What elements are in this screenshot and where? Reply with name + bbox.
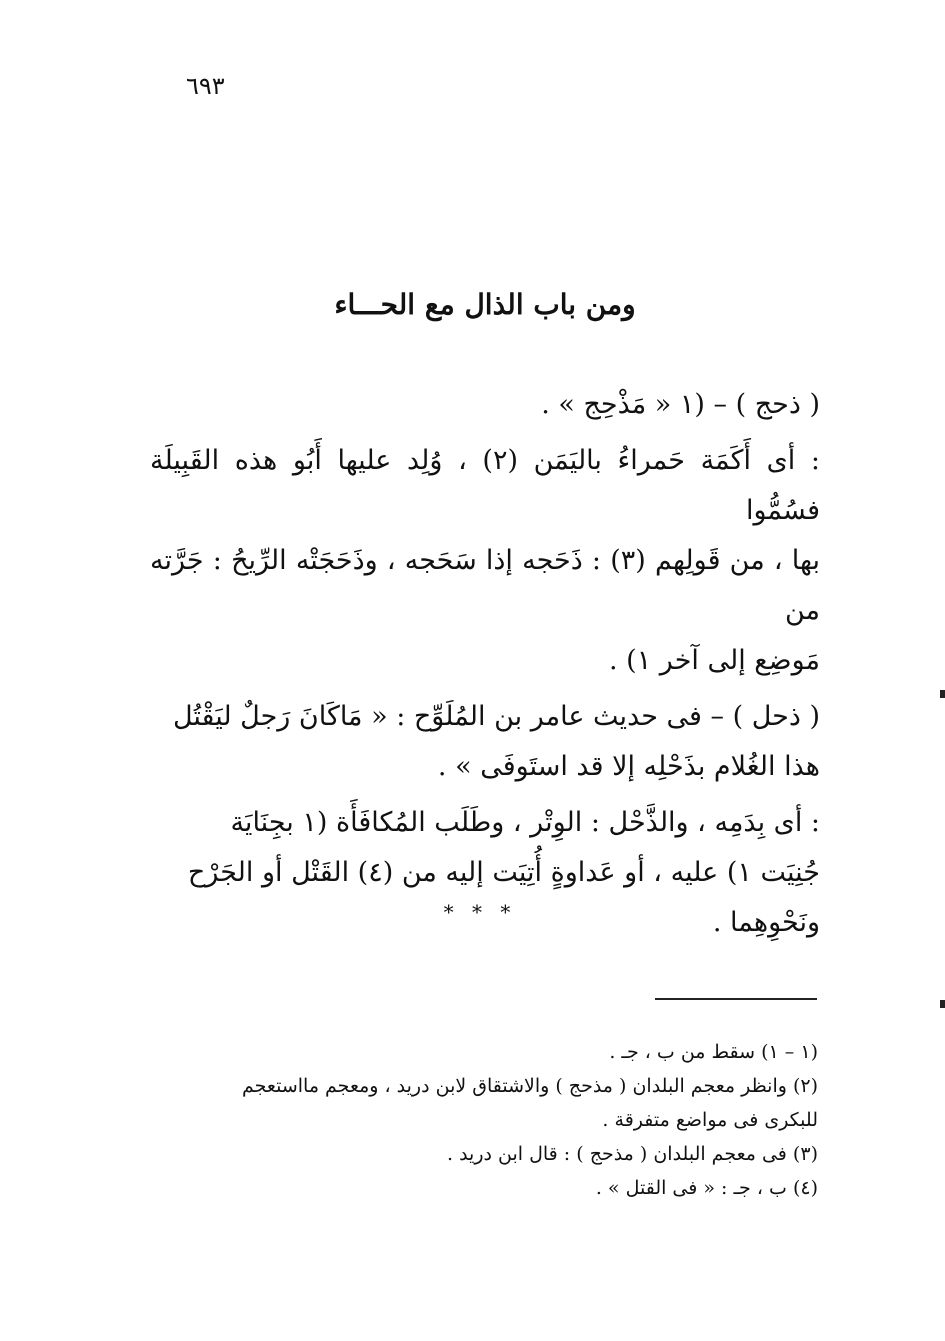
footnote-1: (١ – ١) سقط من ب ، جـ . <box>609 1041 818 1063</box>
text-line: : أى بِدَمِه ، والذَّحْل : الوِتْر ، وطَلَب المُكافَأَة (١ بجِنَايَة <box>230 807 820 838</box>
body-text <box>150 380 820 954</box>
text-line: بها ، من قَولِهم (٣) : ذَحَجه إذا سَحَجه ، وذَحَجَتْه الرِّيحُ : جَرَّته من <box>150 545 820 626</box>
section-title: ومن باب الذال مع الحـــاء <box>334 288 636 321</box>
footnote-2-continued: للبكرى فى مواضع متفرقة . <box>602 1109 818 1131</box>
margin-mark <box>940 690 945 698</box>
entry-dhahaj-heading <box>150 380 820 430</box>
text-line: ( ذحج ) – (١ « مَذْحِج » . <box>541 389 820 420</box>
page-number: ٦٩٣ <box>186 72 225 100</box>
entry-dhahl-explanation <box>150 798 820 948</box>
footnote-4: (٤) ب ، جـ : « فى القتل » . <box>595 1177 818 1199</box>
footnote-2: (٢) وانظر معجم البلدان ( مذحج ) والاشتقاق لابن دريد ، ومعجم مااستعجم <box>242 1075 818 1097</box>
text-line: ( ذحل ) – فى حديث عامر بن المُلَوِّح : « مَاكَانَ رَجلٌ ليَقْتُل <box>172 701 820 732</box>
text-line: هذا الغُلام بذَحْلِه إلا قد استَوفَى » . <box>437 751 820 782</box>
text-line: جُنِيَت ١) عليه ، أو عَداوةٍ أُتِيَت إليه من (٤) القَتْل أو الجَرْح <box>187 857 820 888</box>
text-line: : أى أَكَمَة حَمراءُ باليَمَن (٢) ، وُلِد عليها أَبُو هذه القَبِيلَة فسُمُّوا <box>150 445 820 526</box>
section-separator: * * * <box>443 900 517 924</box>
footnote-divider <box>655 998 817 1000</box>
entry-dhahaj-explanation <box>150 436 820 686</box>
footnote-3: (٣) فى معجم البلدان ( مذحج ) : قال ابن دريد . <box>447 1143 818 1165</box>
margin-mark <box>940 1000 945 1008</box>
text-line: ونَحْوِهِما . <box>712 907 820 938</box>
entry-dhahl-hadith <box>150 692 820 792</box>
footnotes <box>138 1035 818 1205</box>
text-line: مَوضِع إلى آخر ١) . <box>609 645 820 676</box>
